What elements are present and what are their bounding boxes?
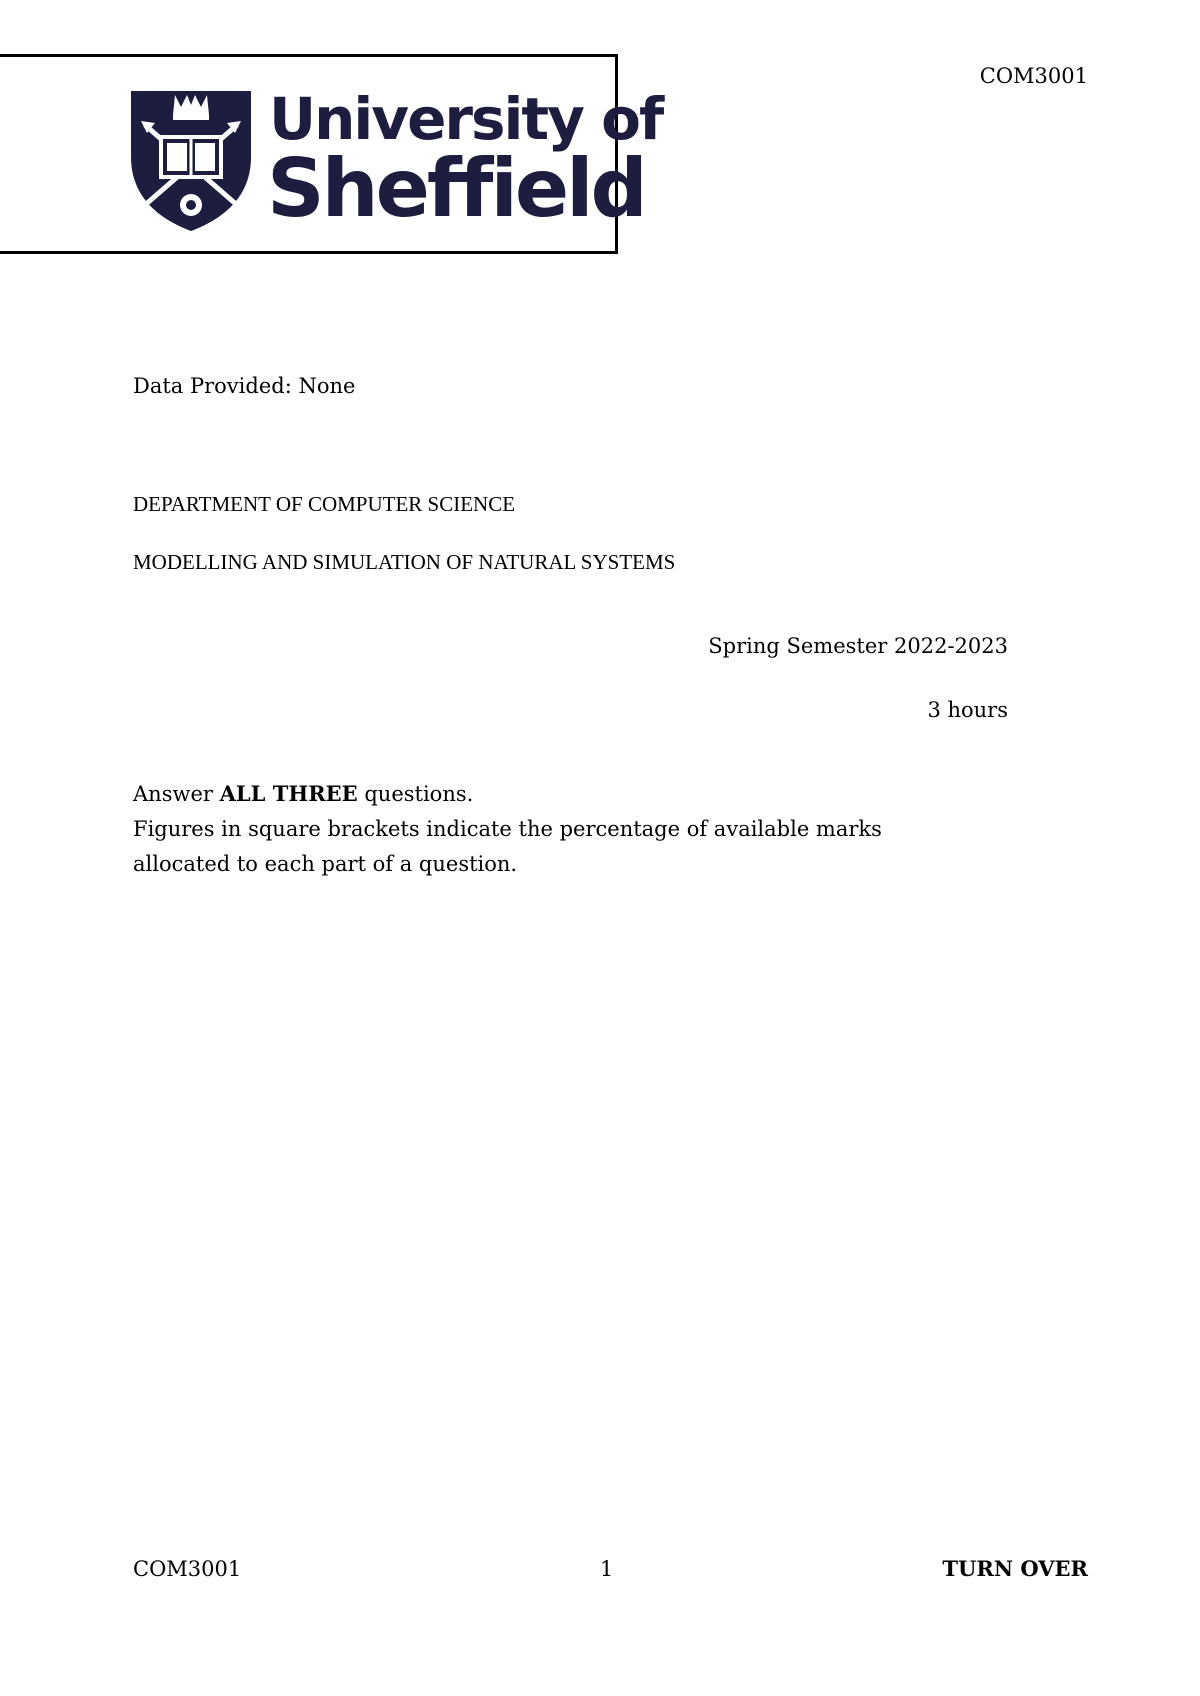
answer-instruction: Answer ALL THREE questions. bbox=[133, 781, 474, 806]
university-logo bbox=[0, 54, 663, 254]
exam-duration: 3 hours bbox=[927, 698, 1008, 722]
turn-over-label: TURN OVER bbox=[942, 1556, 1088, 1581]
header-course-code: COM3001 bbox=[979, 64, 1088, 88]
logo-wordmark-university: University of bbox=[269, 85, 663, 153]
department-name: DEPARTMENT OF COMPUTER SCIENCE bbox=[133, 492, 516, 516]
marks-instruction-line-1: Figures in square brackets indicate the percentage of available marks bbox=[133, 817, 882, 841]
answer-count: ALL THREE bbox=[219, 781, 358, 806]
shield-crest-icon bbox=[127, 87, 255, 233]
logo-wordmark-sheffield: Sheffield bbox=[267, 142, 645, 235]
semester: Spring Semester 2022-2023 bbox=[708, 634, 1008, 658]
page-number: 1 bbox=[600, 1557, 614, 1581]
marks-instruction-line-2: allocated to each part of a question. bbox=[133, 852, 518, 876]
footer-course-code: COM3001 bbox=[133, 1557, 242, 1581]
module-title: MODELLING AND SIMULATION OF NATURAL SYSTEMS bbox=[133, 550, 676, 574]
exam-instructions bbox=[133, 776, 993, 882]
data-provided: Data Provided: None bbox=[133, 374, 356, 398]
